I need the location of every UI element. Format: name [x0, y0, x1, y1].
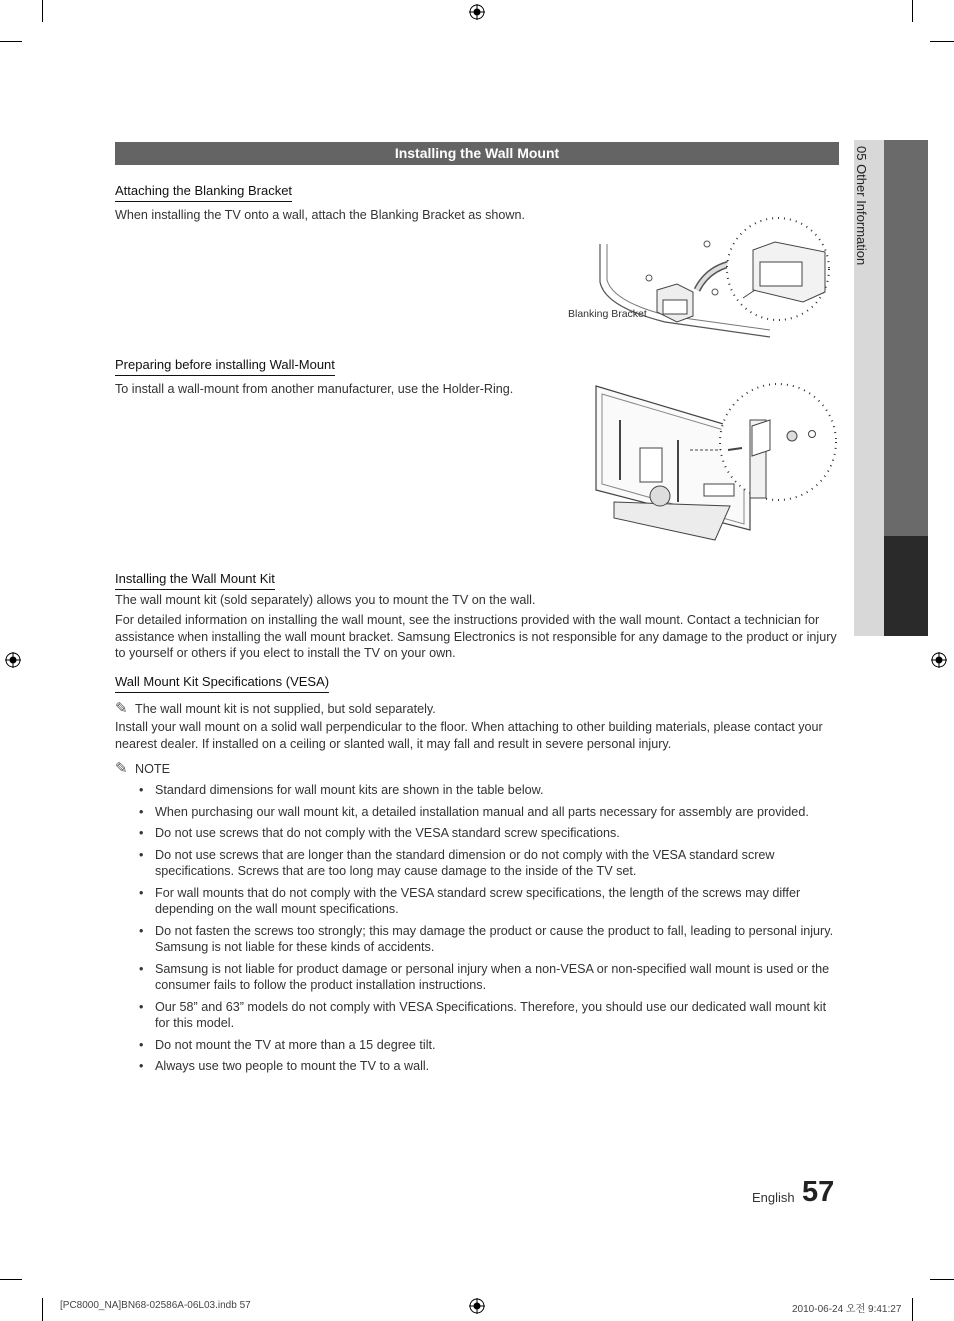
list-item: • When purchasing our wall mount kit, a detailed installation manual and all parts necessary for assembly are provided. — [137, 804, 842, 821]
blanking-bracket-label: Blanking Bracket — [568, 308, 647, 320]
list-item: • Samsung is not liable for product damage or personal injury when a non-VESA or non-specified wall mount is used or the consumer fails to follow the product installation instructions. — [137, 961, 842, 994]
note-pencil-icon: ✎ — [115, 760, 128, 777]
list-item: • For wall mounts that do not comply with the VESA standard screw specifications, the length of the screws may differ depending on the wall mount specifications. — [137, 885, 842, 918]
side-tab-dark — [884, 536, 928, 636]
vesa-note-line — [115, 699, 436, 717]
holder-ring-illustration — [590, 380, 840, 550]
crop-mark — [930, 41, 954, 42]
side-tab-mid — [884, 140, 928, 536]
registration-mark-icon — [469, 4, 485, 20]
kit-text-2: For detailed information on installing the wall mount, see the instructions provided with the wall mount. Contact a technician for assistance when installing the wall mount bracket. Samsung Electronics is not responsible for any damage to the product or injury to yourself or others if you elect to install the TV on your own. — [115, 613, 837, 660]
vesa-heading: Wall Mount Kit Specifications (VESA) — [115, 674, 329, 693]
registration-mark-icon — [469, 1298, 485, 1314]
print-footer-file: [PC8000_NA]BN68-02586A-06L03.indb 57 — [60, 1300, 251, 1311]
page-number: 57 — [802, 1176, 835, 1208]
note-label: NOTE — [135, 762, 170, 776]
note-bullet-list — [137, 782, 842, 1080]
vesa-text: Install your wall mount on a solid wall perpendicular to the floor. When attaching to other building materials, please contact your nearest dealer. If installed on a ceiling or slanted wall, it may fall and result in severe personal injury. — [115, 720, 823, 751]
list-item: • Do not use screws that are longer than the standard dimension or do not comply with the VESA standard screw specifications. Screws that are too long may cause damage to the inside of the TV set. — [137, 847, 842, 880]
section-banner: Installing the Wall Mount — [115, 142, 839, 165]
list-item: • Do not mount the TV at more than a 15 degree tilt. — [137, 1037, 842, 1054]
blanking-bracket-illustration — [565, 212, 835, 344]
list-item: • Always use two people to mount the TV to a wall. — [137, 1058, 842, 1075]
crop-mark — [0, 1279, 22, 1280]
list-item: • Our 58” and 63” models do not comply with VESA Specifications. Therefore, you should use our dedicated wall mount kit for this model. — [137, 999, 842, 1032]
blanking-heading: Attaching the Blanking Bracket — [115, 183, 292, 202]
crop-mark — [0, 41, 22, 42]
crop-mark — [912, 1298, 913, 1321]
preparing-text: To install a wall-mount from another manufacturer, use the Holder-Ring. — [115, 382, 514, 396]
page-language: English — [752, 1190, 795, 1205]
preparing-heading: Preparing before installing Wall-Mount — [115, 357, 335, 376]
blanking-text: When installing the TV onto a wall, attach the Blanking Bracket as shown. — [115, 208, 525, 222]
crop-mark — [42, 0, 43, 22]
vesa-note-text: The wall mount kit is not supplied, but sold separately. — [135, 702, 436, 716]
crop-mark — [42, 1298, 43, 1321]
print-footer-date: 2010-06-24 오전 9:41:27 — [792, 1304, 902, 1315]
list-item: • Do not use screws that do not comply with the VESA standard screw specifications. — [137, 825, 842, 842]
crop-mark — [930, 1279, 954, 1280]
list-item: • Do not fasten the screws too strongly; this may damage the product or cause the product to fall, leading to personal injury. Samsung is not liable for these kinds of accidents. — [137, 923, 842, 956]
registration-mark-icon — [931, 652, 947, 668]
note-label-line — [115, 759, 170, 777]
registration-mark-icon — [5, 652, 21, 668]
list-item: • Standard dimensions for wall mount kits are shown in the table below. — [137, 782, 842, 799]
crop-mark — [912, 0, 913, 22]
kit-text-1: The wall mount kit (sold separately) allows you to mount the TV on the wall. — [115, 593, 536, 607]
note-pencil-icon: ✎ — [115, 700, 128, 717]
kit-heading: Installing the Wall Mount Kit — [115, 571, 275, 590]
chapter-label: 05 Other Information — [854, 146, 869, 266]
